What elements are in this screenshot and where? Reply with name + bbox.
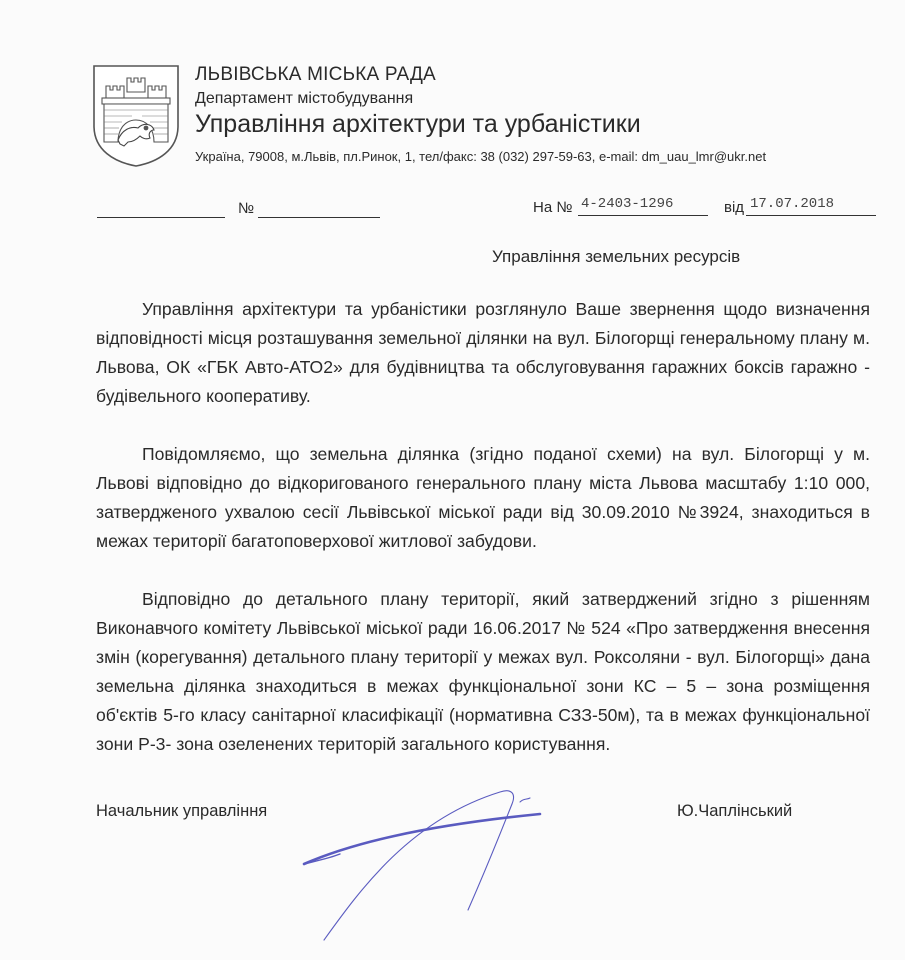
office-name: Управління архітектури та урбаністики (195, 110, 641, 138)
body-paragraph-3: Відповідно до детального плану території, який затверджений згідно з рішенням Виконавчого комітету Львівської міської ради 16.06.2017 № 524 «Про затвердження внесення змін (корегування) детального плану території у межах вул. Роксоляни - вул. Білогорщі» дана земельна ділянка знаходиться в межах функціональної зони КС – 5 – зона розміщення об'єктів 5-го класу санітарної класифікації (нормативна СЗЗ-50м), та в межах функціональної зони Р-3- зона озеленених територій загального користування. (96, 589, 870, 754)
outgoing-date-line (97, 217, 225, 218)
number-sign: № (238, 200, 255, 217)
department-name: Департамент містобудування (195, 90, 414, 107)
in-reply-number: 4-2403-1296 (581, 196, 674, 212)
outgoing-number-line (258, 217, 380, 218)
date-label: від (724, 199, 745, 216)
contact-address: Україна, 79008, м.Львів, пл.Ринок, 1, тел/факс: 38 (032) 297-59-63, e-mail: dm_uau_lmr@ukr.net (195, 149, 767, 164)
body-paragraph-1: Управління архітектури та урбаністики розглянуло Ваше звернення щодо визначення відповідності місця розташування земельної ділянки на вул. Білогорщі генеральному плану м. Львова, ОК «ГБК Авто-АТО2» для будівництва та обслуговування гаражних боксів гаражно - будівельного кооперативу. (96, 299, 870, 406)
in-reply-date-line (746, 215, 876, 216)
in-reply-number-line (578, 215, 708, 216)
body-paragraph-2: Повідомляємо, що земельна ділянка (згідно поданої схеми) на вул. Білогорщі у м. Львові відповідно до відкоригованого генерального плану міста Львова масштабу 1:10 000, затвердженого ухвалою сесії Львівської міської ради від 30.09.2010 №3924, знаходиться в межах території багатоповерхової житлової забудови. (96, 444, 870, 551)
signer-title: Начальник управління (96, 802, 268, 820)
council-name: ЛЬВІВСЬКА МІСЬКА РАДА (195, 64, 436, 85)
handwritten-signature-icon (290, 780, 570, 950)
in-reply-label: На № (533, 199, 573, 216)
addressee: Управління земельних ресурсів (492, 247, 741, 266)
in-reply-date: 17.07.2018 (750, 196, 835, 212)
lviv-coat-of-arms-icon (92, 64, 180, 168)
signer-name: Ю.Чаплінський (677, 802, 793, 820)
